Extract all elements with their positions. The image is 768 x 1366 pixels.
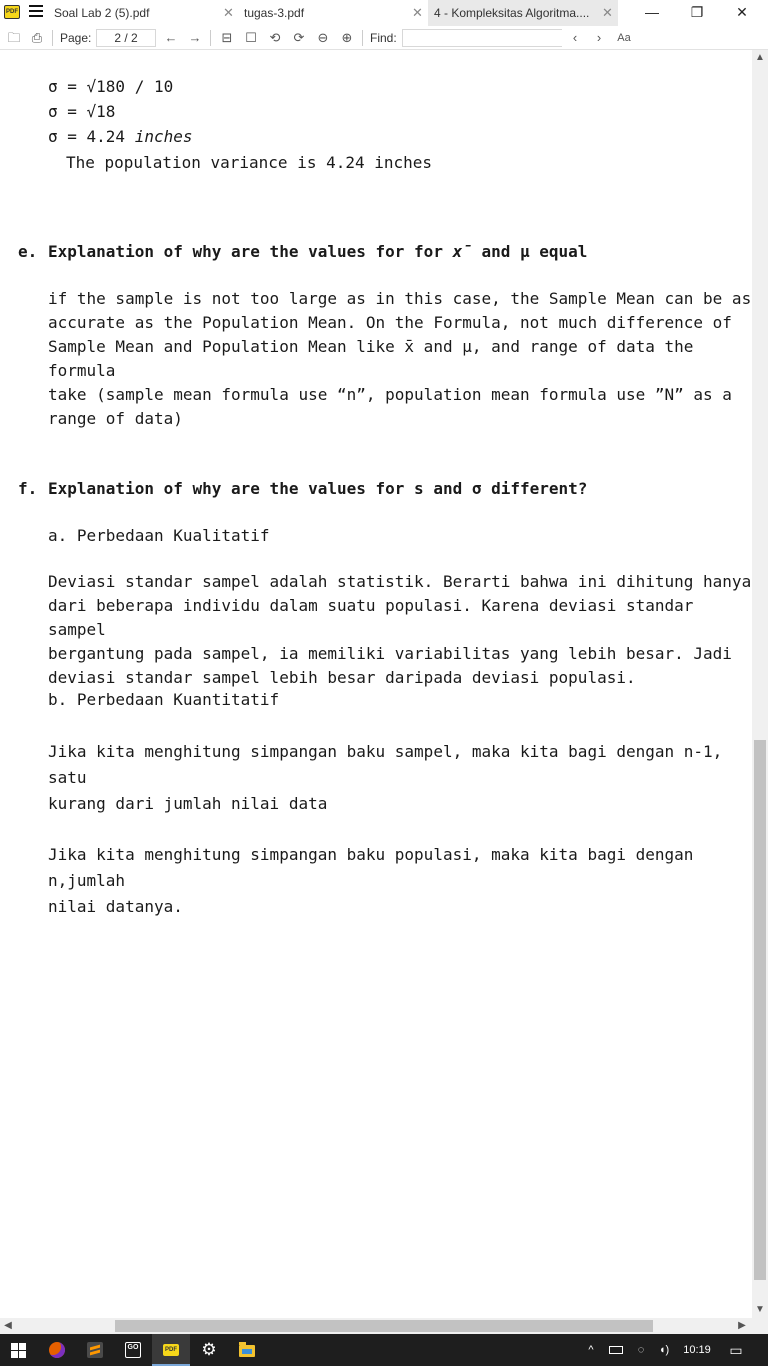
subheading-kuantitatif: b. Perbedaan Kuantitatif [48,690,280,709]
minimize-button[interactable]: — [645,4,659,20]
calc-unit: inches [134,127,193,146]
start-button[interactable] [0,1334,38,1366]
taskbar-settings[interactable] [190,1334,228,1366]
toolbar-divider [362,30,363,46]
sumatra-pdf-icon: PDF [163,1344,179,1356]
maximize-button[interactable]: ❐ [690,4,704,20]
rotate-right-icon[interactable]: ⟳ [293,30,305,45]
taskbar-sumatra-pdf[interactable] [152,1334,190,1366]
taskbar-sublime[interactable] [76,1334,114,1366]
windows-taskbar [0,1334,768,1366]
section-f-body-b1: Jika kita menghitung simpangan baku sampel, maka kita bagi dengan n-1, satu kurang dari jumlah nilai data [48,742,723,813]
scroll-up-icon[interactable]: ▲ [755,52,765,63]
section-e-body: if the sample is not too large as in this case, the Sample Mean can be as accurate as the Population Mean. On the Formula, not much difference of Sample Mean and Population Mean like x̄ and μ, and range of data the formula take (sample mean formula use “n”, population mean formula use ”N” as a range of data) [48,289,752,428]
scroll-right-icon[interactable]: ▶ [738,1320,746,1331]
find-label: Find: [370,31,397,45]
sublime-text-icon [87,1342,103,1358]
horizontal-scroll-thumb[interactable] [115,1320,653,1332]
xbar-symbol: x̄ [452,242,472,261]
taskbar-file-explorer[interactable] [228,1334,266,1366]
section-e-heading-prefix: Explanation of why are the values for for [48,242,453,261]
tab-label: 4 - Kompleksitas Algoritma.... [434,6,590,20]
section-f-body-a: Deviasi standar sampel adalah statistik. Berarti bahwa ini dihitung hanya dari beberapa individu dalam suatu populasi. Karena deviasi standar sampel bergantung pada sampel, ia memiliki variabilitas yang lebih besar. Jadi deviasi standar sampel lebih besar daripada deviasi populasi. [48,572,752,687]
settings-gear-icon: ⚙ [201,1340,217,1359]
page-label: Page: [60,31,92,45]
zoom-out-icon[interactable]: ⊖ [317,30,329,45]
page-number-input[interactable]: 2 / 2 [96,29,156,47]
zoom-in-icon[interactable]: ⊕ [341,30,353,45]
file-explorer-icon [239,1345,255,1357]
fit-width-icon[interactable]: ⊟ [221,30,233,45]
find-next-icon[interactable]: › [596,30,602,45]
calc-line [48,125,193,149]
section-e-marker: e. [18,242,38,261]
clock[interactable]: 10:19 [683,1344,711,1356]
tab-label: Soal Lab 2 (5).pdf [54,6,150,20]
rotate-left-icon[interactable]: ⟲ [269,30,281,45]
find-input[interactable] [402,29,562,47]
volume-icon[interactable]: ◖) [658,1344,670,1356]
title-bar [0,0,768,26]
calc-expression: σ = 4.24 [48,127,135,146]
document-viewport[interactable] [0,50,752,1318]
tab-kompleksitas-active[interactable] [428,0,618,26]
horizontal-scrollbar[interactable] [0,1318,768,1334]
print-icon[interactable]: ⎙ [31,30,43,45]
scroll-down-icon[interactable]: ▼ [755,1304,765,1315]
windows-logo-icon [11,1343,26,1358]
battery-icon[interactable] [606,1334,626,1366]
section-e-heading [48,240,587,264]
toolbar [0,26,768,50]
subheading-kualitatif: a. Perbedaan Kualitatif [48,526,270,545]
prev-page-icon[interactable]: ← [164,30,178,45]
section-f-heading: Explanation of why are the values for s and σ different? [48,479,588,498]
variance-note: The population variance is 4.24 inches [66,153,433,172]
fit-page-icon[interactable]: ☐ [245,30,257,45]
show-hidden-icons[interactable]: ^ [588,1344,594,1356]
vertical-scroll-thumb[interactable] [754,740,766,1280]
section-e-heading-suffix: and μ equal [471,242,588,261]
vertical-scrollbar[interactable] [752,50,768,1318]
calc-line: σ = √180 / 10 [48,77,174,96]
sumatra-logo-icon[interactable]: PDF [4,5,20,19]
open-file-icon[interactable]: 🗀 [7,30,21,45]
scroll-left-icon[interactable]: ◀ [4,1320,12,1331]
section-f-body-b2: Jika kita menghitung simpangan baku populasi, maka kita bagi dengan n,jumlah nilai datanya. [48,845,694,916]
tab-label: tugas-3.pdf [244,6,305,20]
close-tab-icon[interactable]: ✕ [412,5,423,20]
go-app-icon: GO [125,1342,141,1358]
section-f-marker: f. [18,479,38,498]
match-case-icon[interactable]: Aa [617,32,631,44]
notification-icon[interactable]: ▭ [729,1342,743,1358]
toolbar-divider [52,30,53,46]
network-icon[interactable]: ◌ [637,1344,645,1356]
close-window-button[interactable]: ✕ [736,4,748,20]
menu-icon[interactable] [29,5,43,19]
tab-tugas[interactable] [238,0,428,26]
find-previous-icon[interactable]: ‹ [572,30,578,45]
calc-line: σ = √18 [48,102,116,121]
taskbar-go-app[interactable] [114,1334,152,1366]
close-tab-icon[interactable]: ✕ [223,5,234,20]
taskbar-firefox[interactable] [38,1334,76,1366]
close-tab-icon[interactable]: ✕ [602,5,613,20]
firefox-icon [49,1342,65,1358]
tab-soal-lab[interactable] [48,0,238,26]
next-page-icon[interactable]: → [188,30,202,45]
toolbar-divider [210,30,211,46]
